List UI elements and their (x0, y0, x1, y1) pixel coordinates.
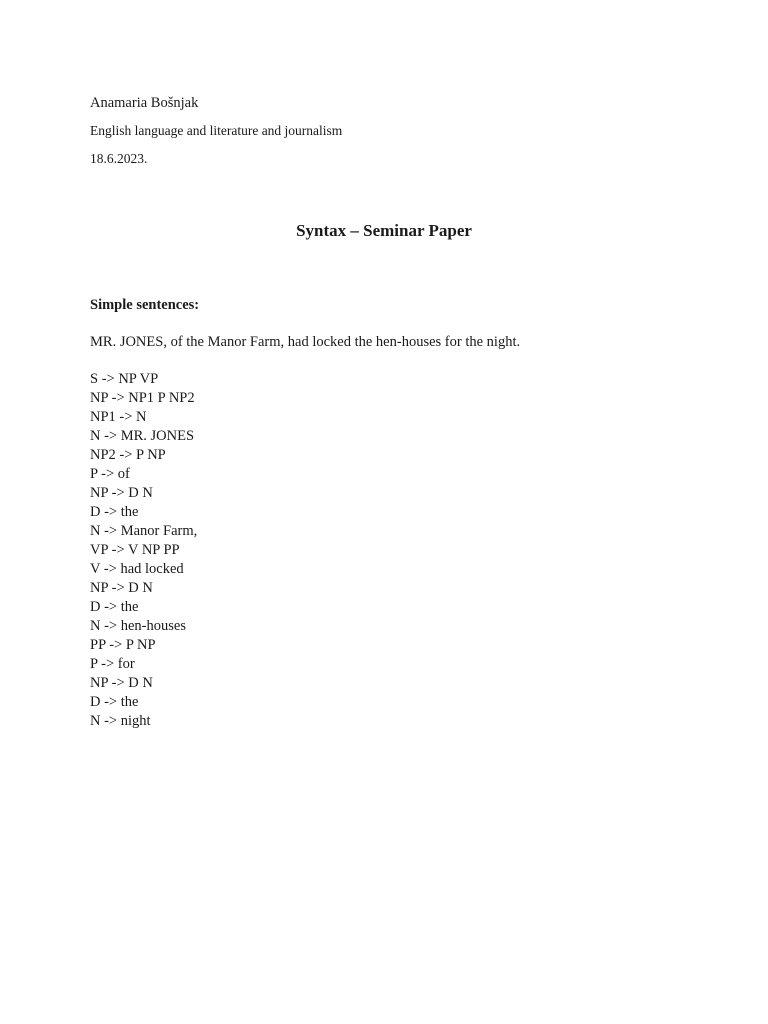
grammar-rule: NP2 -> P NP (90, 447, 166, 463)
grammar-rule: VP -> V NP PP (90, 542, 180, 558)
grammar-rule: D -> the (90, 694, 139, 710)
grammar-rule: N -> hen-houses (90, 618, 186, 634)
grammar-rule: NP -> D N (90, 675, 153, 691)
grammar-rule: NP -> NP1 P NP2 (90, 390, 195, 406)
grammar-rule: NP -> D N (90, 485, 153, 501)
grammar-rule: V -> had locked (90, 561, 184, 577)
section-heading: Simple sentences: (90, 297, 200, 313)
grammar-rule: PP -> P NP (90, 637, 156, 653)
example-sentence: MR. JONES, of the Manor Farm, had locked the hen-houses for the night. (90, 334, 521, 350)
grammar-rule: P -> of (90, 466, 130, 482)
document-title: Syntax – Seminar Paper (296, 221, 472, 240)
grammar-rules-list (90, 371, 197, 732)
grammar-rule: D -> the (90, 504, 139, 520)
grammar-rule: P -> for (90, 656, 135, 672)
grammar-rule: S -> NP VP (90, 371, 159, 387)
author-name: Anamaria Bošnjak (90, 95, 199, 111)
grammar-rule: N -> night (90, 713, 151, 729)
study-program: English language and literature and journalism (90, 123, 343, 138)
document-date: 18.6.2023. (90, 151, 148, 166)
grammar-rule: NP1 -> N (90, 409, 147, 425)
grammar-rule: D -> the (90, 599, 139, 615)
grammar-rule: N -> Manor Farm, (90, 523, 198, 539)
grammar-rule: N -> MR. JONES (90, 428, 195, 444)
grammar-rule: NP -> D N (90, 580, 153, 596)
